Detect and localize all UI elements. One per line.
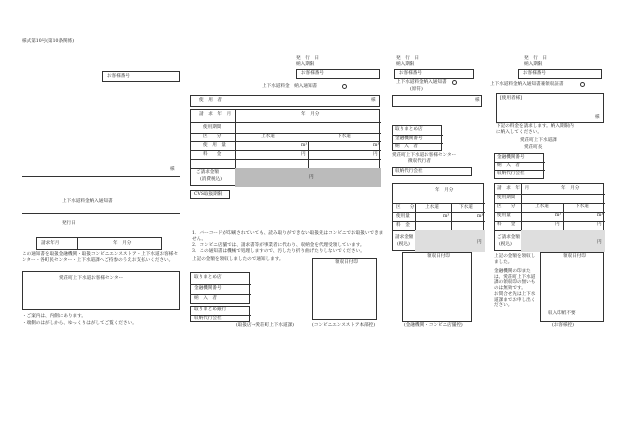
s2-usage: 使 用 量 (203, 143, 226, 148)
s4-total-sub: (税込) (499, 242, 512, 247)
footnote-2: ・端側のはがしから、ゆっくりはがしてご覧ください。 (22, 321, 137, 326)
s2-caption-mid: (コンビニエンスストア本部控) (312, 323, 376, 328)
s2-customer-label: お客様番号 (301, 71, 324, 76)
s4-charge: 料 金 (497, 222, 516, 227)
s4-sama: 様 (595, 115, 600, 120)
s3-agent: 収納代行会社 (395, 169, 423, 174)
s3-period-value: 年 月分 (435, 188, 454, 193)
s3-title: 上下水道料金納入通知書 (396, 80, 447, 85)
s4-unit-water: m³ (555, 213, 562, 218)
s2-shop-table (190, 272, 250, 304)
s3-total-yen: 円 (477, 240, 482, 245)
s3-agent-box (392, 167, 472, 176)
s4-issue-date: 発 行 日 (524, 56, 547, 61)
s3-total-label: 請求金額 (395, 235, 414, 240)
customer-number-label: お客様番号 (107, 74, 130, 79)
title-underline (22, 213, 180, 214)
s3-issuer-sub: 徴収代行者 (408, 159, 431, 164)
s3-issue-date: 発 行 日 (396, 56, 419, 61)
s3-usage: 使用量 (396, 214, 410, 219)
seal-icon (342, 84, 347, 89)
s4-row-line (495, 212, 605, 213)
s4-yen-water: 円 (555, 222, 560, 227)
contact-name: 愛荘町上下水道お客様センター (59, 276, 124, 281)
s3-shop-table (392, 125, 442, 151)
s3-caption: (金融機関・コンビニ店舗控) (404, 323, 463, 328)
s2-notice-4: 上記の金額を領収しましたので通知します。 (192, 257, 284, 262)
s4-col-line (563, 203, 564, 230)
s2-notice-1: 1．バーコードが印刷されていても、読み取りができない取扱先はコンビニでお取扱いできません。 (192, 231, 384, 242)
s4-total-label: ご請求金額 (497, 235, 520, 240)
s3-col-line (451, 203, 452, 230)
s3-detail-table (392, 183, 484, 251)
s2-row-line (191, 159, 381, 160)
s3-summary: 取りまとめ店 (395, 127, 423, 132)
s4-customer-box (518, 69, 602, 79)
s4-class-label: 区 分 (497, 204, 516, 209)
s2-agent-company: 収納代行会社 (194, 316, 222, 321)
s4-use-period: 使用期間 (497, 195, 516, 200)
contact-box (22, 271, 180, 310)
s3-bank-code: 金融機関番号 (395, 136, 423, 141)
s2-cvs-box (190, 190, 230, 199)
s2-cvs-label: CVS取扱期限 (194, 192, 223, 197)
s2-sewer: 下水道 (337, 134, 351, 139)
s2-bank-code: 金融機関番号 (194, 286, 222, 291)
s2-user-label: 使 用 者 (199, 98, 222, 103)
s2-notice-3: 3．この通知書は機械で処理しますので、汚したり折り曲げたりしないでください。 (192, 249, 365, 254)
s4-stamp-label: 収入印紙不要 (548, 311, 576, 316)
s4-water: 上水道 (535, 204, 549, 209)
s4-receipt-note-1: 上記の金額を領収しました。 (494, 254, 536, 265)
stub1-note: この通知書を取扱金融機関・取扱コンビニエンスストア・上下水道お客様センター・各町民センター・上下水道課へご持参のうえお支払いください。 (22, 252, 178, 263)
s3-payer: 納 入 者 (395, 144, 418, 149)
s3-row-line (393, 212, 485, 213)
s4-bank-table (494, 153, 544, 179)
sama-label: 様 (170, 167, 175, 172)
period-label: 請求年月 (41, 241, 60, 246)
s3-row-line (393, 221, 485, 222)
s2-notice-2: 2．コンビニ店舗では、請求書等が事業者に代わり、収納金を代理受領しています。 (192, 243, 365, 248)
issue-date-label (62, 222, 76, 227)
s4-user-label: [使用者様] (500, 96, 522, 101)
s2-total-field (235, 168, 381, 187)
s2-receipt-box (312, 258, 377, 320)
s2-row-line (191, 141, 381, 142)
form-number: 様式第10号(第10条関係) (22, 39, 75, 44)
s2-agent-table (190, 306, 250, 322)
period-divider (77, 238, 78, 250)
s3-name-box (392, 95, 482, 107)
s2-shop-line (191, 294, 251, 295)
s2-charge: 料 金 (203, 152, 222, 157)
s4-sewer: 下水道 (575, 204, 589, 209)
period-value: 年 月分 (113, 241, 132, 246)
s4-total-field (521, 230, 605, 252)
s2-agent-bank: 取りまとめ銀行 (194, 307, 227, 312)
s4-total-yen: 円 (597, 240, 602, 245)
footnote-1: ・ご案内は、内側にあります。 (22, 314, 86, 319)
s2-yen-water: 円 (301, 152, 306, 157)
s4-usage: 使用量 (497, 213, 511, 218)
s2-total-yen: 円 (309, 175, 314, 180)
s4-receipt-note-3: お問合せ先は上下水道課までお申し出ください。 (494, 292, 536, 309)
s3-sama: 様 (475, 98, 480, 103)
s4-caption: (お客様控) (552, 323, 574, 328)
address-underline (22, 176, 180, 177)
s4-agent: 収納代行会社 (497, 171, 525, 176)
s3-total-field (415, 230, 485, 252)
s2-customer-box (296, 69, 380, 79)
s2-yen-sewer: 円 (373, 152, 378, 157)
s2-use-period: 使用期間 (203, 125, 222, 130)
s4-period-label: 請 求 年 月 (497, 186, 530, 191)
s2-water: 上水道 (261, 134, 275, 139)
s2-receipt-stamp: 領収日付印 (335, 260, 358, 265)
s3-class-label: 区 分 (396, 205, 415, 210)
s3-customer-box (394, 69, 474, 79)
s4-yen-sewer: 円 (597, 222, 602, 227)
s3-receipt-stamp: 領収日付印 (427, 254, 450, 259)
s4-bank-code: 金融機関番号 (497, 155, 525, 160)
s3-total-sub: (税込) (397, 242, 410, 247)
period-box (36, 237, 162, 250)
s2-due-date: 納入期限 (296, 62, 315, 67)
s4-user-box (496, 93, 604, 123)
s2-payer: 納 入 者 (194, 296, 217, 301)
s2-detail-table (190, 109, 380, 186)
s2-col-line (235, 110, 236, 168)
s4-receipt-stamp: 領収日付印 (563, 254, 586, 259)
s3-water: 上水道 (425, 205, 439, 210)
s2-row-line (191, 150, 381, 151)
s4-issuer: 愛荘町上下水道課 (520, 138, 557, 143)
customer-number-box (102, 71, 180, 82)
s4-due-date: 納入期限 (524, 62, 543, 67)
s2-row-line (191, 122, 381, 123)
s4-unit-sewer: m³ (597, 213, 604, 218)
s2-unit-water: m³ (301, 143, 308, 148)
s3-row-line (393, 203, 485, 204)
s2-shop-line (191, 284, 251, 285)
issue-date-text: 発行日 (62, 221, 76, 226)
s3-sewer: 下水道 (459, 205, 473, 210)
s2-class-label: 区 分 (203, 134, 222, 139)
s4-note: 下記の料金を請求します。納入期限内に納入してください。 (496, 124, 574, 135)
s4-seal-icon (580, 82, 585, 87)
s4-period-value: 年 月分 (561, 186, 580, 191)
s2-period-value: 年 月分 (301, 112, 320, 117)
s3-due-date: 納入期限 (396, 62, 415, 67)
s2-total-sub: (消費税込) (200, 177, 222, 182)
s2-sama: 様 (371, 98, 376, 103)
s3-receipt-box (402, 252, 472, 322)
s2-total-label: ご請求金額 (196, 170, 219, 175)
s3-subtitle: (原符) (410, 87, 423, 92)
s2-col-line (308, 141, 309, 168)
s2-period-label: 請 求 年 月 (199, 112, 232, 117)
s2-issue-date: 発 行 日 (296, 56, 319, 61)
stub1-title: 上下水道料金納入通知書 (62, 199, 113, 204)
s3-issuer: 愛荘町上下水道お客様センター (392, 153, 457, 158)
s4-issuer-sub: 愛荘町長 (524, 145, 543, 150)
s2-caption-left: (取扱店→愛荘町上下水道課) (236, 323, 294, 328)
s2-summary: 取りまとめ店 (194, 275, 222, 280)
s4-customer-label: お客様番号 (523, 71, 546, 76)
s4-title: 上下水道料金納入通知書兼領収証書 (490, 82, 564, 87)
s3-unit-water: m³ (443, 214, 450, 219)
s2-user-box (190, 95, 380, 107)
s3-charge: 料 金 (396, 223, 410, 228)
s2-unit-sewer: m³ (373, 143, 380, 148)
s3-unit-sewer: m³ (477, 214, 484, 219)
s2-title: 上下水道料金 納入通知書 (262, 84, 318, 89)
s4-detail-table (494, 183, 604, 251)
s4-payer: 納 入 者 (497, 163, 520, 168)
s3-seal-icon (452, 80, 457, 85)
s4-receipt-note-2: 金融機関の印または、愛荘町上下水道課の領収印の無いものは無効です。 (494, 269, 536, 292)
s3-customer-label: お客様番号 (399, 71, 422, 76)
